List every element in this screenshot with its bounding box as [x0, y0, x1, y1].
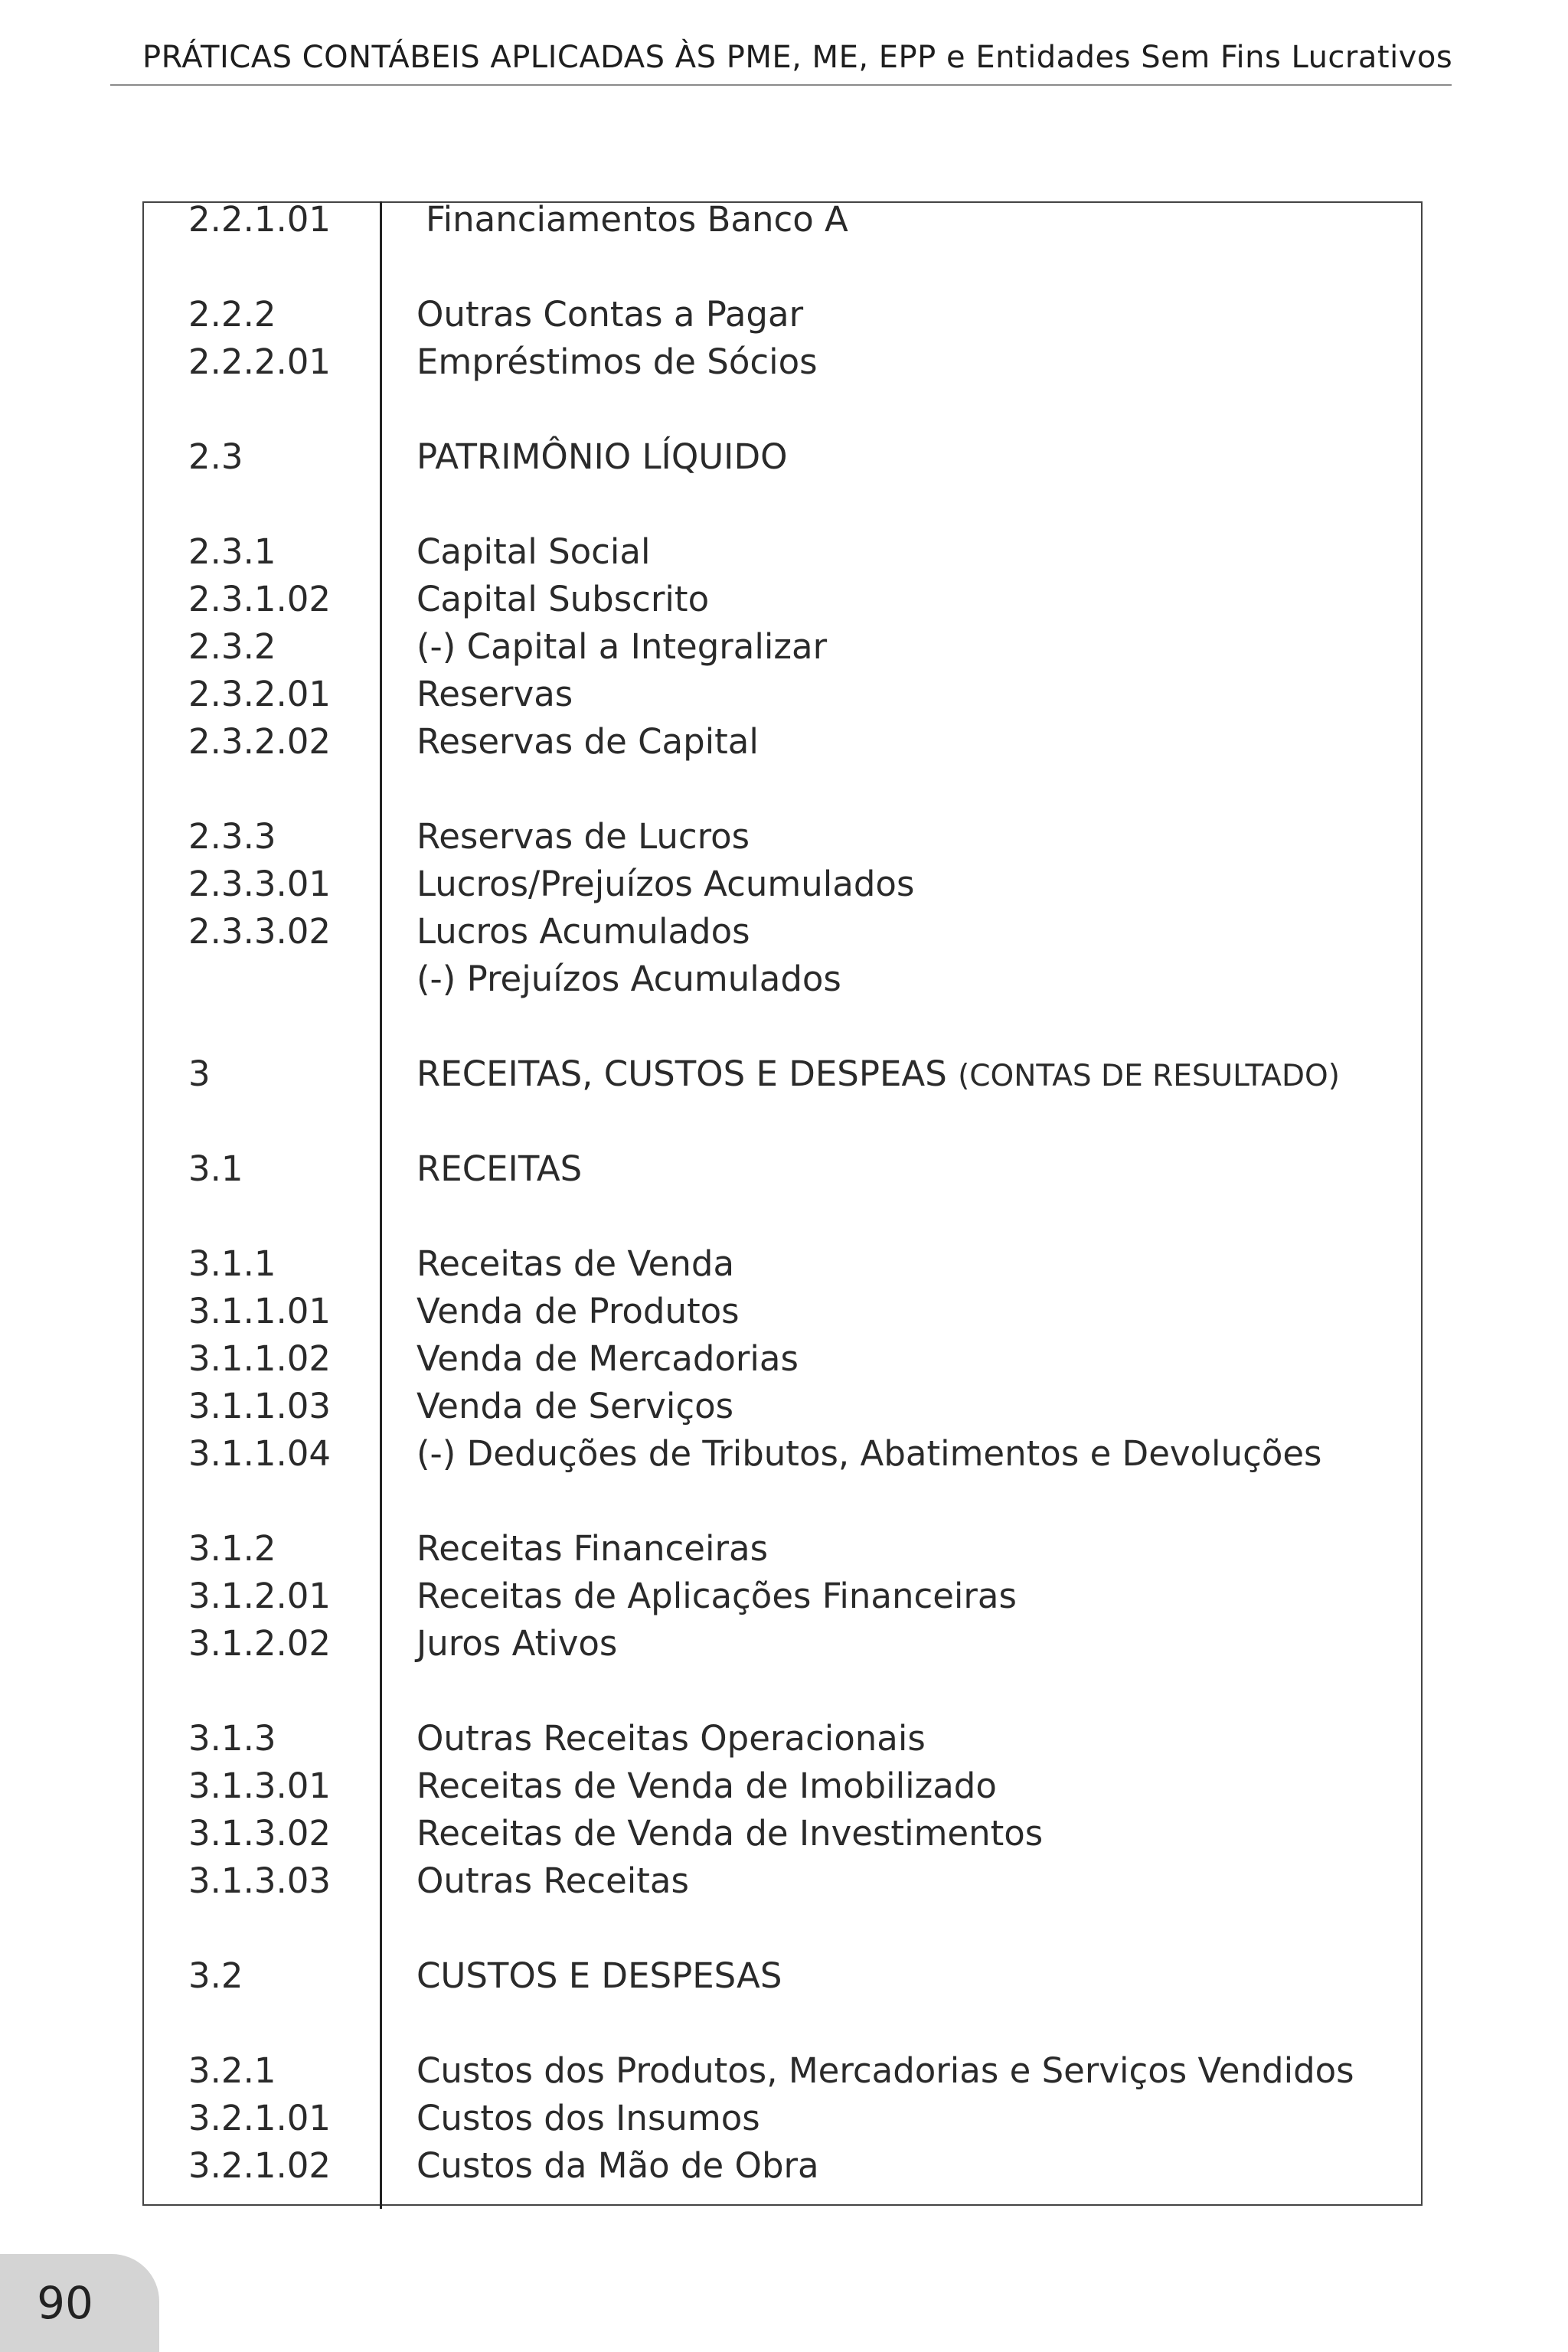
- account-code: 2.3.1.02: [188, 579, 332, 619]
- account-code: 2.3.3: [188, 816, 276, 857]
- account-name: PATRIMÔNIO LÍQUIDO: [416, 436, 788, 477]
- account-code: 3.1.3.03: [188, 1860, 332, 1901]
- table-row: [0, 2095, 1378, 2142]
- account-name: Capital Subscrito: [416, 579, 710, 619]
- table-row: [0, 908, 1378, 956]
- table-row: [0, 1430, 1378, 1478]
- account-code: 3.2: [188, 1955, 243, 1996]
- header-rule: [110, 84, 1452, 86]
- account-code: 3.1.1.02: [188, 1338, 332, 1379]
- account-name: (-) Prejuízos Acumulados: [416, 959, 841, 999]
- table-row: [0, 861, 1378, 908]
- account-name: Outras Receitas Operacionais: [416, 1718, 926, 1759]
- account-code: 2.3: [188, 436, 243, 477]
- account-name: Venda de Mercadorias: [416, 1338, 799, 1379]
- table-row: [0, 196, 1378, 243]
- account-code: 3.1: [188, 1148, 243, 1189]
- account-code: 3: [188, 1054, 211, 1094]
- table-row: [0, 1050, 1378, 1098]
- account-code: 3.1.2.02: [188, 1623, 332, 1664]
- table-row: [0, 1620, 1378, 1668]
- account-name: Reservas: [416, 674, 573, 714]
- account-code: 3.1.3.02: [188, 1813, 332, 1854]
- account-code: 3.1.1.03: [188, 1386, 332, 1426]
- account-code: 3.2.1.02: [188, 2145, 332, 2186]
- account-name: Receitas de Venda: [416, 1243, 735, 1284]
- account-code: 2.2.2: [188, 294, 276, 335]
- account-name: Lucros Acumulados: [416, 911, 750, 952]
- account-table-frame: [142, 201, 1423, 2206]
- account-name: (-) Capital a Integralizar: [416, 626, 828, 667]
- table-row: [0, 2142, 1378, 2190]
- column-divider: [380, 201, 382, 2209]
- account-code: 2.3.3.01: [188, 864, 332, 904]
- account-name: Custos dos Insumos: [416, 2098, 760, 2138]
- account-name: Custos dos Produtos, Mercadorias e Serviços Vendidos: [416, 2050, 1354, 2091]
- table-row: [0, 2047, 1378, 2095]
- account-code: 3.2.1: [188, 2050, 276, 2091]
- account-code: 2.2.2.01: [188, 341, 332, 382]
- table-row: [0, 291, 1378, 338]
- account-name: Custos da Mão de Obra: [416, 2145, 819, 2186]
- account-name: Empréstimos de Sócios: [416, 341, 818, 382]
- table-row: [0, 576, 1378, 623]
- page-number: 90: [37, 2277, 93, 2329]
- table-row: [0, 718, 1378, 766]
- table-row: [0, 1715, 1378, 1762]
- table-row: [0, 1810, 1378, 1857]
- account-name: CUSTOS E DESPESAS: [416, 1955, 782, 1996]
- account-code: 3.1.2.01: [188, 1576, 332, 1616]
- account-code: 3.1.3: [188, 1718, 276, 1759]
- account-name: Receitas de Venda de Investimentos: [416, 1813, 1044, 1854]
- account-name: RECEITAS: [416, 1148, 583, 1189]
- account-code: 2.3.2.02: [188, 721, 332, 762]
- account-name: Venda de Serviços: [416, 1386, 734, 1426]
- account-name: [416, 1050, 1340, 1100]
- account-name-note: (CONTAS DE RESULTADO): [958, 1059, 1340, 1093]
- account-name: Receitas de Aplicações Financeiras: [416, 1576, 1017, 1616]
- account-name: Receitas Financeiras: [416, 1528, 769, 1569]
- table-row: [0, 528, 1378, 576]
- account-name: Reservas de Lucros: [416, 816, 750, 857]
- account-name: Reservas de Capital: [416, 721, 759, 762]
- account-code: 2.3.1: [188, 531, 276, 572]
- account-name: Venda de Produtos: [416, 1291, 740, 1331]
- account-code: 3.1.1.04: [188, 1433, 332, 1474]
- account-name: Capital Social: [416, 531, 651, 572]
- account-code: 2.2.1.01: [188, 199, 332, 240]
- account-code: 3.1.1: [188, 1243, 276, 1284]
- running-head-title: PRÁTICAS CONTÁBEIS APLICADAS ÀS PME, ME, EPP e Entidades Sem Fins Lucrativos: [142, 40, 1453, 75]
- account-name: Receitas de Venda de Imobilizado: [416, 1766, 997, 1806]
- table-row: [0, 1240, 1378, 1288]
- table-row: [0, 813, 1378, 861]
- account-code: 3.1.1.01: [188, 1291, 332, 1331]
- account-name: Juros Ativos: [416, 1623, 618, 1664]
- table-row: [0, 956, 1378, 1003]
- account-code: 2.3.2.01: [188, 674, 332, 714]
- table-row: [0, 1335, 1378, 1383]
- table-row: [0, 338, 1378, 386]
- table-row: [0, 1525, 1378, 1573]
- account-code: 2.3.2: [188, 626, 276, 667]
- account-name: Lucros/Prejuízos Acumulados: [416, 864, 915, 904]
- account-code: 2.3.3.02: [188, 911, 332, 952]
- table-row: [0, 1762, 1378, 1810]
- table-row: [0, 433, 1378, 481]
- table-row: [0, 1145, 1378, 1193]
- table-row: [0, 1288, 1378, 1335]
- account-code: 3.2.1.01: [188, 2098, 332, 2138]
- table-row: [0, 671, 1378, 718]
- table-row: [0, 623, 1378, 671]
- account-name: (-) Deduções de Tributos, Abatimentos e Devoluções: [416, 1433, 1322, 1474]
- table-row: [0, 1383, 1378, 1430]
- account-name: Outras Contas a Pagar: [416, 294, 804, 335]
- account-code: 3.1.2: [188, 1528, 276, 1569]
- account-name: Outras Receitas: [416, 1860, 689, 1901]
- table-row: [0, 1573, 1378, 1620]
- account-name: Financiamentos Banco A: [426, 199, 848, 240]
- account-code: 3.1.3.01: [188, 1766, 332, 1806]
- table-row: [0, 1857, 1378, 1905]
- table-row: [0, 1952, 1378, 2000]
- account-name-main: RECEITAS, CUSTOS E DESPEAS: [416, 1054, 947, 1094]
